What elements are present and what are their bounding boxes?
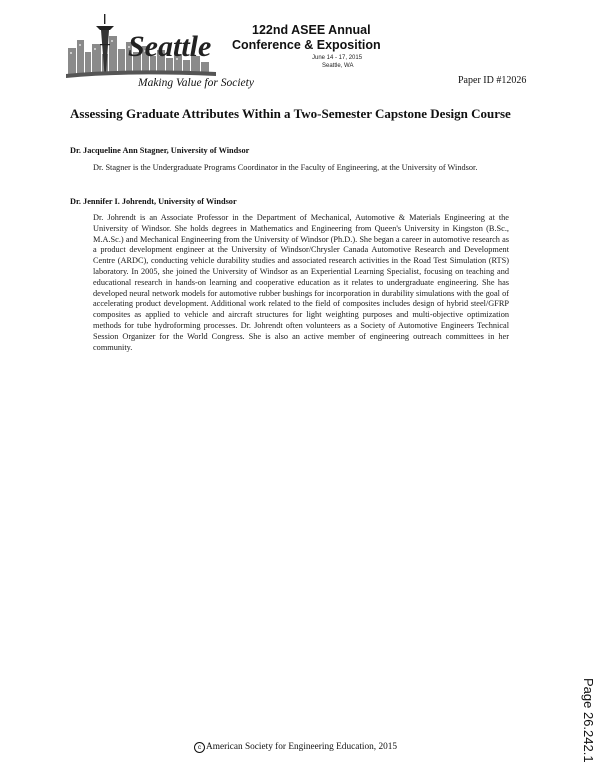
author-name: Dr. Jennifer I. Johrendt, University of Windsor (70, 197, 237, 206)
copyright-text: American Society for Engineering Education, 2015 (206, 742, 398, 752)
author-name: Dr. Jacqueline Ann Stagner, University of Windsor (70, 146, 250, 155)
logo-word: Seattle (128, 30, 212, 63)
page-number: Page 26.242.1 (581, 678, 596, 763)
seattle-skyline-logo (66, 14, 254, 92)
paper-title: Assessing Graduate Attributes Within a Two-Semester Capstone Design Course (70, 106, 511, 121)
conference-city: Seattle, WA (322, 63, 354, 69)
author-bio: Dr. Johrendt is an Associate Professor in the Department of Mechanical, Automotive & Materials Engineering at the University of Windsor. She holds degrees in Mathematics and Engineering from Queen's University in Kingston (B.Sc., M.A.Sc.) and Mechanical Engineering from the University of Windsor (Ph.D.). She began a career in automotive research as a product development engineer at the University of Windsor/Chrysler Canada Automotive Research and Development Centre (ARDC), conducting vehicle durability studies and associated research activities in the Road Test Simulation (RTS) laboratory. In 2005, she joined the University of Windsor as an Experiential Learning Specialist, focusing on teaching and educational research in hands-on learning and cooperative education as it relates to undergraduate engineering. She has developed neural network models for automotive rubber bushings for incorporation in durability simulations with the goal of accelerating product development. Additional work related to the field of composites includes design of hybrid steel/GFRP composites as applied to vehicle and aircraft structures for light weighting purposes and multi-objective optimization methods for tube hydroforming processes. Dr. Johrendt often volunteers as a Society of Automotive Engineers Technical Session Organizer for the World Congress. She is also an active member of engineering outreach committees in her community. (93, 213, 509, 352)
conference-header (0, 0, 600, 100)
copyright-icon: c (194, 742, 205, 753)
conference-name: 122nd ASEE Annual (252, 23, 371, 37)
conference-subtitle: Conference & Exposition (232, 38, 381, 52)
logo-tagline: Making Value for Society (138, 77, 254, 89)
conference-dates: June 14 - 17, 2015 (312, 55, 363, 61)
paper-id: Paper ID #12026 (458, 75, 527, 86)
copyright-footer (194, 742, 397, 753)
author-bio: Dr. Stagner is the Undergraduate Programs Coordinator in the Faculty of Engineering, at the University of Windsor. (93, 163, 478, 172)
